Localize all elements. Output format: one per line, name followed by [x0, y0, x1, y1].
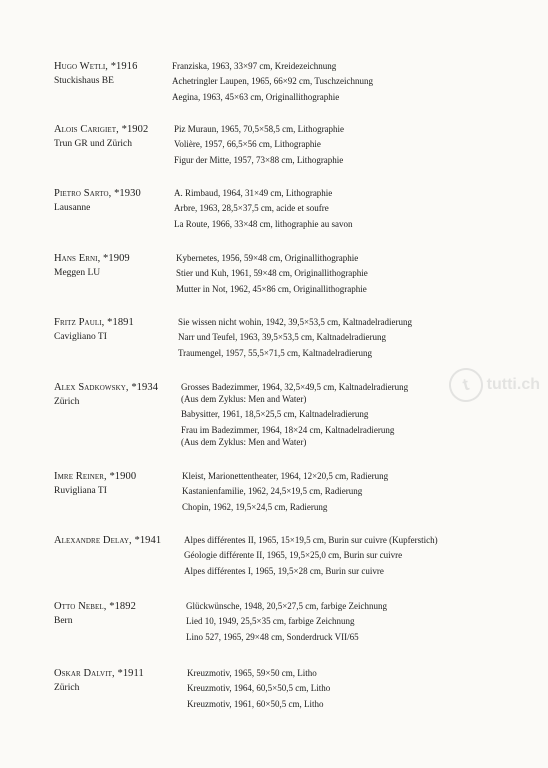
- artist-place: Ruvigliana TI: [54, 486, 107, 496]
- work-item: Géologie différente II, 1965, 19,5×25,0 cm, Burin sur cuivre: [184, 550, 403, 561]
- work-note: (Aus dem Zyklus: Men and Water): [181, 394, 307, 404]
- works-list: [186, 600, 387, 646]
- work-item: Franziska, 1963, 33×97 cm, Kreidezeichnung: [172, 61, 337, 71]
- work-item: Chopin, 1962, 19,5×24,5 cm, Radierung: [182, 501, 328, 512]
- works-list: [187, 667, 330, 713]
- works-list: [176, 252, 368, 298]
- work-item: Kastanienfamilie, 1962, 24,5×19,5 cm, Radierung: [182, 486, 363, 497]
- artist-info: [54, 381, 174, 409]
- work-item: Figur der Mitte, 1957, 73×88 cm, Lithographie: [174, 154, 344, 165]
- work-item: A. Rimbaud, 1964, 31×49 cm, Lithographie: [174, 188, 333, 198]
- work-item: [181, 381, 408, 405]
- work-item: Alpes différentes II, 1965, 15×19,5 cm, Burin sur cuivre (Kupferstich): [184, 535, 438, 545]
- work-item: Volière, 1957, 66,5×56 cm, Lithographie: [174, 139, 321, 150]
- artist-name: Pietro Sarto, *1930: [54, 188, 141, 199]
- work-item: Stier und Kuh, 1961, 59×48 cm, Originallithographie: [176, 268, 368, 279]
- artist-place: Lausanne: [54, 203, 91, 213]
- work-item: [181, 424, 408, 448]
- works-list: [184, 534, 438, 580]
- work-item: Glückwünsche, 1948, 20,5×27,5 cm, farbige Zeichnung: [186, 601, 388, 611]
- tutti-logo-icon: t: [445, 364, 487, 406]
- work-item: Narr und Teufel, 1963, 39,5×53,5 cm, Kaltnadelradierung: [178, 332, 386, 343]
- artist-info: [54, 60, 174, 88]
- artist-name: Hugo Wetli, *1916: [54, 61, 138, 72]
- artist-info: [54, 316, 174, 344]
- artist-info: [54, 123, 174, 151]
- artist-info: [54, 600, 174, 628]
- work-item: Piz Muraun, 1965, 70,5×58,5 cm, Lithographie: [174, 124, 345, 134]
- artist-name: Alex Sadkowsky, *1934: [54, 382, 159, 393]
- works-list: [182, 470, 388, 516]
- works-list: [181, 381, 408, 451]
- works-list: [174, 187, 353, 233]
- artist-place: Meggen LU: [54, 268, 101, 278]
- work-item: Kreuzmotiv, 1965, 59×50 cm, Litho: [187, 668, 317, 678]
- tutti-watermark: [449, 368, 540, 402]
- work-note: (Aus dem Zyklus: Men and Water): [181, 436, 307, 447]
- artist-place: Cavigliano TI: [54, 332, 107, 342]
- work-item: Mutter in Not, 1962, 45×86 cm, Originallithographie: [176, 283, 367, 294]
- work-item: Traumengel, 1957, 55,5×71,5 cm, Kaltnadelradierung: [178, 347, 372, 358]
- artist-place: Zürich: [54, 397, 80, 407]
- artist-name: Otto Nebel, *1892: [54, 601, 136, 612]
- work-item: La Route, 1966, 33×48 cm, lithographie au savon: [174, 218, 353, 229]
- work-item: Kreuzmotiv, 1964, 60,5×50,5 cm, Litho: [187, 683, 331, 694]
- artist-info: [54, 187, 174, 215]
- artist-place: Bern: [54, 616, 73, 626]
- artist-place: Stuckishaus BE: [54, 76, 114, 86]
- work-item: Kleist, Marionettentheater, 1964, 12×20,5 cm, Radierung: [182, 471, 389, 481]
- artist-name: Oskar Dalvit, *1911: [54, 668, 144, 679]
- work-item: Lied 10, 1949, 25,5×35 cm, farbige Zeichnung: [186, 616, 355, 627]
- artist-name: Alois Carigiet, *1902: [54, 124, 149, 135]
- artist-name: Alexandre Delay, *1941: [54, 535, 162, 546]
- work-item: Arbre, 1963, 28,5×37,5 cm, acide et soufre: [174, 203, 329, 214]
- work-title: Grosses Badezimmer, 1964, 32,5×49,5 cm, Kaltnadelradierung: [181, 382, 409, 392]
- works-list: [174, 123, 344, 169]
- work-item: Kybernetes, 1956, 59×48 cm, Originallithographie: [176, 253, 359, 263]
- works-list: [178, 316, 412, 362]
- work-item: Lino 527, 1965, 29×48 cm, Sonderdruck VII/65: [186, 631, 359, 642]
- works-list: [172, 60, 373, 106]
- artist-info: [54, 667, 174, 695]
- watermark-text: tutti.ch: [486, 376, 540, 393]
- artist-info: [54, 470, 174, 498]
- work-item: Achetringler Laupen, 1965, 66×92 cm, Tuschzeichnung: [172, 76, 374, 87]
- artist-name: Fritz Pauli, *1891: [54, 317, 134, 328]
- artist-info: [54, 252, 174, 280]
- artist-place: Trun GR und Zürich: [54, 139, 133, 149]
- work-item: Babysitter, 1961, 18,5×25,5 cm, Kaltnadelradierung: [181, 409, 369, 420]
- artist-name: Imre Reiner, *1900: [54, 471, 137, 482]
- work-item: Kreuzmotiv, 1961, 60×50,5 cm, Litho: [187, 698, 324, 709]
- work-title: Frau im Badezimmer, 1964, 18×24 cm, Kaltnadelradierung: [181, 424, 395, 435]
- artist-name: Hans Erni, *1909: [54, 253, 130, 264]
- work-item: Aegina, 1963, 45×63 cm, Originallithographie: [172, 91, 340, 102]
- artist-place: Zürich: [54, 683, 80, 693]
- work-item: Alpes différentes I, 1965, 19,5×28 cm, Burin sur cuivre: [184, 565, 384, 576]
- work-item: Sie wissen nicht wohin, 1942, 39,5×53,5 cm, Kaltnadelradierung: [178, 317, 413, 327]
- artist-info: [54, 534, 174, 548]
